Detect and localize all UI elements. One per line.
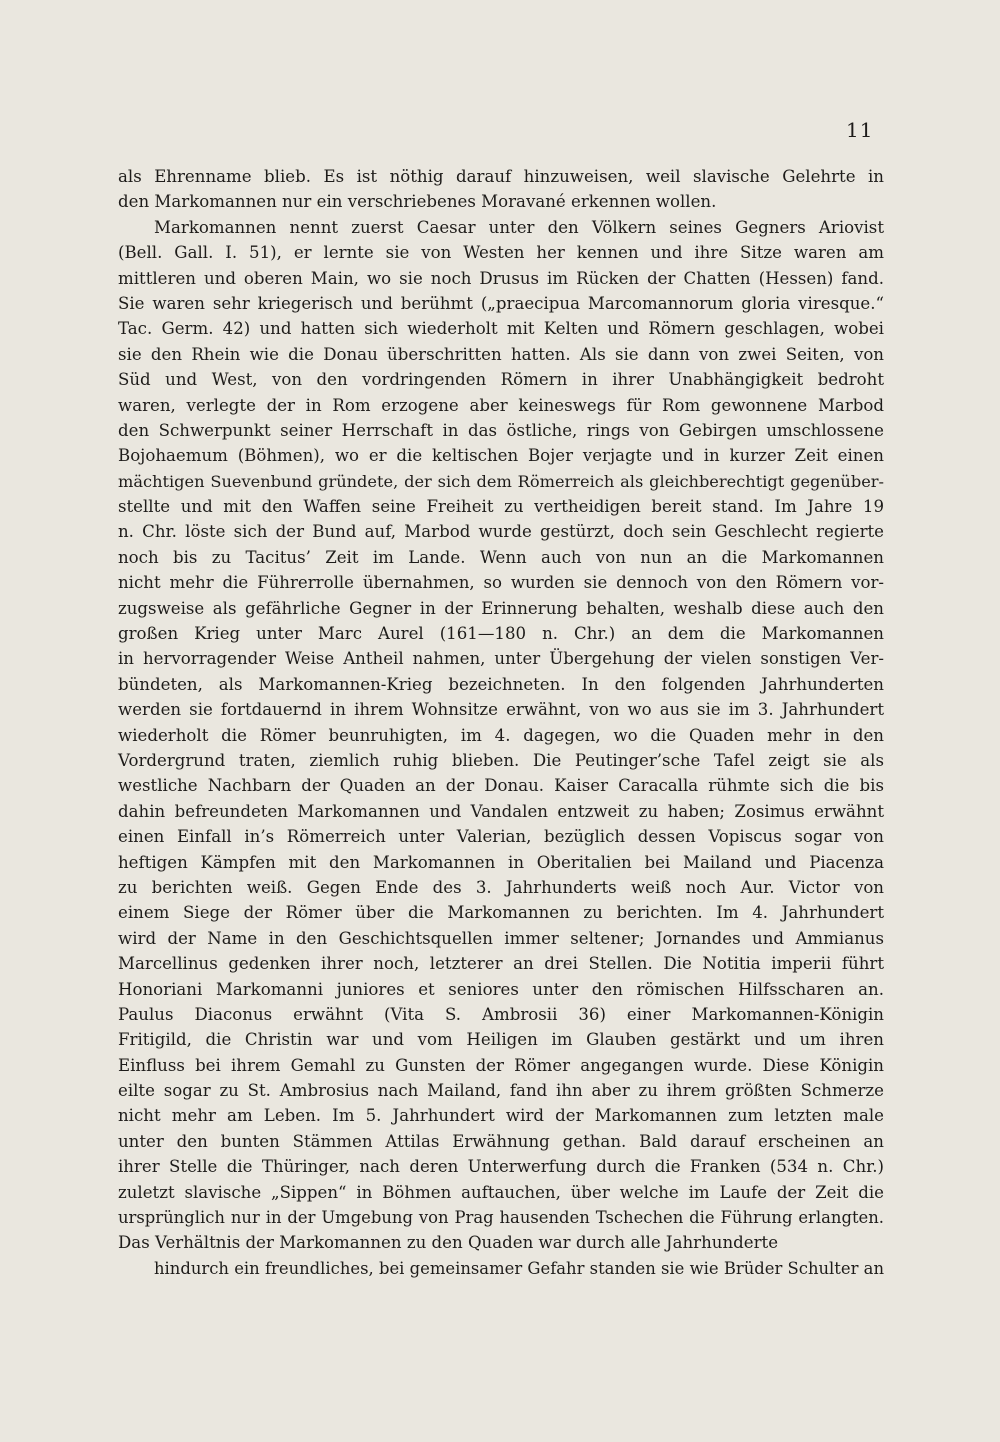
text-line <box>118 1281 884 1306</box>
text-line: sie den Rhein wie die Donau überschritten hatten. Als sie dann von zwei Seiten, von <box>118 344 884 364</box>
text-line: wiederholt die Römer beunruhigten, im 4. dagegen, wo die Quaden mehr in den <box>118 725 884 745</box>
text-line: Markomannen nennt zuerst Caesar unter den Völkern seines Gegners Ariovist <box>154 217 884 237</box>
text-line: Süd und West, von den vordringenden Römern in ihrer Unabhängigkeit bedroht <box>118 370 884 390</box>
text-line: Bojohaemum (Böhmen), wo er die keltischen Bojer verjagte und in kurzer Zeit einen <box>118 446 884 466</box>
page-number: 11 <box>846 118 874 142</box>
text-line: nicht mehr am Leben. Im 5. Jahrhundert wird der Markomannen zum letzten male <box>118 1106 884 1126</box>
text-line: ursprünglich nur in der Umgebung von Prag hausenden Tschechen die Führung erlangten. <box>118 1208 884 1228</box>
text-line: zu berichten weiß. Gegen Ende des 3. Jahrhunderts weiß noch Aur. Victor von <box>118 877 884 897</box>
text-line: einen Einfall in’s Römerreich unter Valerian, bezüglich dessen Vopiscus sogar von <box>118 827 884 847</box>
text-line: werden sie fortdauernd in ihrem Wohnsitze erwähnt, von wo aus sie im 3. Jahrhundert <box>118 700 884 720</box>
text-line: heftigen Kämpfen mit den Markomannen in Oberitalien bei Mailand und Piacenza <box>118 852 884 872</box>
text-line: wird der Name in den Geschichtsquellen immer seltener; Jornandes und Ammianus <box>118 928 884 948</box>
text-line: stellte und mit den Waffen seine Freiheit zu vertheidigen bereit stand. Im Jahre 19 <box>118 497 884 517</box>
text-line: zuletzt slavische „Sippen“ in Böhmen auftauchen, über welche im Laufe der Zeit die <box>118 1182 884 1202</box>
text-line: waren, verlegte der in Rom erzogene aber keineswegs für Rom gewonnene Marbod <box>118 395 884 415</box>
text-line: großen Krieg unter Marc Aurel (161—180 n. Chr.) an dem die Markomannen <box>118 624 884 644</box>
text-line: bündeten, als Markomannen-Krieg bezeichneten. In den folgenden Jahrhunderten <box>118 674 884 694</box>
text-line: Fritigild, die Christin war und vom Heiligen im Glauben gestärkt und um ihren <box>118 1030 884 1050</box>
text-line: eilte sogar zu St. Ambrosius nach Mailand, fand ihn aber zu ihrem größten Schmerze <box>118 1081 884 1101</box>
text-line: dahin befreundeten Markomannen und Vandalen entzweit zu haben; Zosimus erwähnt <box>118 801 884 821</box>
text-line: n. Chr. löste sich der Bund auf, Marbod wurde gestürzt, doch sein Geschlecht regierte <box>118 522 884 542</box>
text-line: zugsweise als gefährliche Gegner in der Erinnerung behalten, weshalb diese auch den <box>118 598 884 618</box>
text-line: westliche Nachbarn der Quaden an der Donau. Kaiser Caracalla rühmte sich die bis <box>118 776 884 796</box>
text-line: einem Siege der Römer über die Markomannen zu berichten. Im 4. Jahrhundert <box>118 903 884 923</box>
text-line: als Ehrenname blieb. Es ist nöthig darauf hinzuweisen, weil slavische Gelehrte in <box>118 167 884 186</box>
text-line: den Schwerpunkt seiner Herrschaft in das östliche, rings von Gebirgen umschlossene <box>118 420 884 440</box>
text-line: mittleren und oberen Main, wo sie noch Drusus im Rücken der Chatten (Hessen) fand. <box>118 268 884 288</box>
text-line: nicht mehr die Führerrolle übernahmen, so wurden sie dennoch von den Römern vor- <box>118 573 884 593</box>
text-line: Tac. Germ. 42) und hatten sich wiederholt mit Kelten und Römern geschlagen, wobei <box>118 319 884 339</box>
text-line: Paulus Diaconus erwähnt (Vita S. Ambrosii 36) einer Markomannen-Königin <box>118 1004 884 1024</box>
text-line: mächtigen Suevenbund gründete, der sich dem Römerreich als gleichberechtigt gegenüber- <box>118 471 884 491</box>
text-line: Sie waren sehr kriegerisch und berühmt („praecipua Marcomannorum gloria viresque.“ <box>118 293 884 313</box>
text-line: ihrer Stelle die Thüringer, nach deren Unterwerfung durch die Franken (534 n. Chr.) <box>118 1157 884 1177</box>
text-line: den Markomannen nur ein verschriebenes Moravané erkennen wollen. <box>118 192 717 212</box>
text-line: noch bis zu Tacitus’ Zeit im Lande. Wenn auch von nun an die Markomannen <box>118 547 884 567</box>
text-line: unter den bunten Stämmen Attilas Erwähnung gethan. Bald darauf erscheinen an <box>118 1131 884 1151</box>
text-line: Einfluss bei ihrem Gemahl zu Gunsten der Römer angegangen wurde. Diese Königin <box>118 1055 884 1075</box>
body-text <box>118 164 884 1307</box>
text-line: Honoriani Markomanni juniores et seniores unter den römischen Hilfsscharen an. <box>118 979 884 999</box>
text-line: (Bell. Gall. I. 51), er lernte sie von Westen her kennen und ihre Sitze waren am <box>118 243 884 263</box>
text-line: hindurch ein freundliches, bei gemeinsamer Gefahr standen sie wie Brüder Schulter an <box>154 1258 884 1278</box>
text-line: Das Verhältnis der Markomannen zu den Quaden war durch alle Jahrhunderte <box>118 1233 779 1253</box>
text-line: Vordergrund traten, ziemlich ruhig blieben. Die Peutinger’sche Tafel zeigt sie als <box>118 750 884 770</box>
text-line: in hervorragender Weise Antheil nahmen, unter Übergehung der vielen sonstigen Ver- <box>118 649 884 669</box>
text-line: Marcellinus gedenken ihrer noch, letzterer an drei Stellen. Die Notitia imperii führt <box>118 954 884 974</box>
